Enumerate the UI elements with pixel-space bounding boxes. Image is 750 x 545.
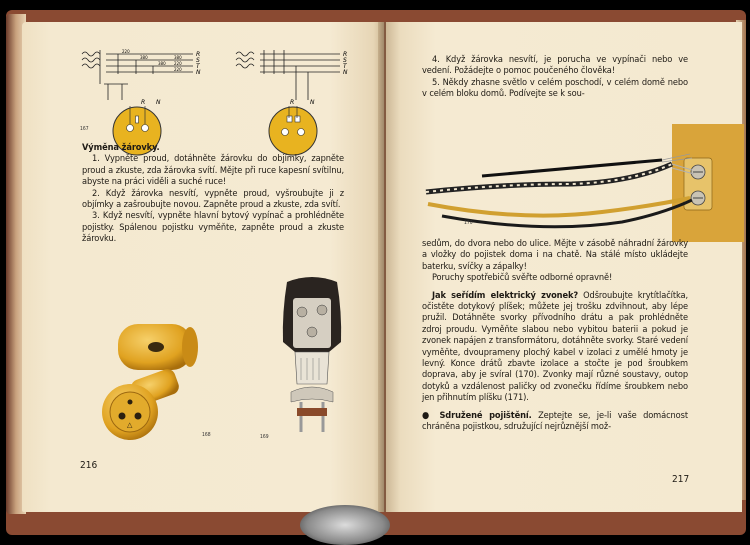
schematic-a-volt-3: 380 [158, 61, 166, 66]
left-page [22, 22, 384, 512]
schematic-a-volt-5: 220 [174, 61, 182, 66]
left-paragraph-2: 2. Když žárovka nesvítí, vypněte proud, vyšroubujte ji z objímky a zašroubujte novou. Zapněte proud a zkuste, zda svítí. [82, 187, 344, 211]
schematic-a-label-t: T [196, 63, 200, 70]
schematic-a-volt-6: 220 [174, 67, 182, 72]
doorbell-paragraph [422, 290, 688, 404]
schematic-a-volt-1: 220 [122, 49, 130, 54]
svg-text:△: △ [127, 421, 133, 429]
schematic-a-label-s: S [196, 57, 200, 64]
wiring-schematic-b [234, 44, 354, 114]
page-number-left: 216 [80, 460, 98, 471]
schematic-b-label-r: R [343, 51, 348, 58]
fig-label-167: 167 [80, 126, 89, 132]
schematic-b-label-n: N [343, 69, 348, 76]
outlet-a-label-r: R [141, 99, 146, 106]
left-text-block [82, 142, 344, 245]
fuse-paragraph [422, 410, 688, 433]
plug-socket-photo [92, 312, 222, 442]
right-paragraph-4: 4. Když žárovka nesvítí, je porucha ve vypínači nebo ve vedení. Požádejte o pomoc poučeného člověka! [422, 54, 688, 77]
right-main-text [422, 238, 688, 433]
fig-label-169: 169 [260, 434, 269, 440]
doorbell-heading: Jak seřídím elektrický zvonek? [432, 289, 579, 301]
right-page [386, 22, 742, 512]
right-paragraph-5: 5. Někdy zhasne světlo v celém poschodí, v celém domě nebo v celém bloku domů. Podívejte se k sou- [422, 76, 688, 100]
bullet-icon: ● [422, 409, 434, 421]
right-top-text [422, 54, 688, 100]
schematic-a-label-n: N [196, 69, 201, 76]
left-paragraph-3: 3. Když nesvítí, vypněte hlavní bytový vypínač a prohlédněte pojistky. Spálenou pojistku vyměňte, zapněte proud a zkuste žárovku. [82, 210, 344, 245]
fuse-heading: Sdružené pojištění. [439, 409, 532, 421]
schematic-b-label-t: T [343, 63, 347, 70]
fig-label-170: 170 [464, 220, 473, 226]
fuse-holder-photo [277, 262, 347, 447]
left-paragraph-1: 1. Vypněte proud, dotáhněte žárovku do objímky, zapněte proud a zkuste, zda žárovka svítí. Mějte při ruce kapesní svítilnu, abyste na práci viděli a suché ruce! [82, 153, 344, 188]
schematic-a-volt-4: 380 [174, 55, 182, 60]
outlet-b-label-n: N [310, 99, 315, 106]
right-continuation: sedům, do dvora nebo do ulice. Mějte v zásobě náhradní žárovky a vložky do pojistek doma i na chatě. Na stálé místo ukládejte baterku, svíčky a zápalky! [422, 238, 688, 272]
page-number-right: 217 [672, 474, 690, 485]
outlet-a-label-n: N [156, 99, 161, 106]
binder-clip [300, 505, 390, 545]
schematic-a-label-r: R [196, 51, 201, 58]
fuse-text: Zeptejte se, je-li vaše domácnost chráněna pojistkou, sdružující nejrůznější mož- [422, 409, 688, 433]
schematic-a-volt-2: 380 [140, 55, 148, 60]
outlet-b-label-r: R [290, 99, 295, 106]
section-heading-bulb: Výměna žárovky. [82, 142, 160, 153]
right-paragraph-repairs: Poruchy spotřebičů svěřte odborné opravně! [432, 272, 613, 284]
wiring-schematic-a [78, 44, 218, 114]
schematic-b-label-s: S [343, 57, 347, 64]
fig-label-168: 168 [202, 432, 211, 438]
doorbell-text: Odšroubujte krytítlačítka, očistěte dotykový plíšek; můžete jej trošku zdvihnout, aby lépe pružil. Dotáhněte svorky přívodního drátu a pak prohlédněte zdroj proudu. Vyměňte slabou nebo vybitou baterii a pokud je zvonek napájen z transformátoru, dotáhněte svorky. Staré vedení vyměňte, dvouprameny plochý kabel v izolaci z umělé hmoty je levný. Konce drátů zbavte izolace a stočte je pod šroubkem doprava, aby je svíral (170). Zvonky mají různé soustavy, outop dotyků a vzdálenost paličky od zvonečku řídíme šroubkem nebo jen přihnutím plíšku (171). [422, 289, 688, 404]
